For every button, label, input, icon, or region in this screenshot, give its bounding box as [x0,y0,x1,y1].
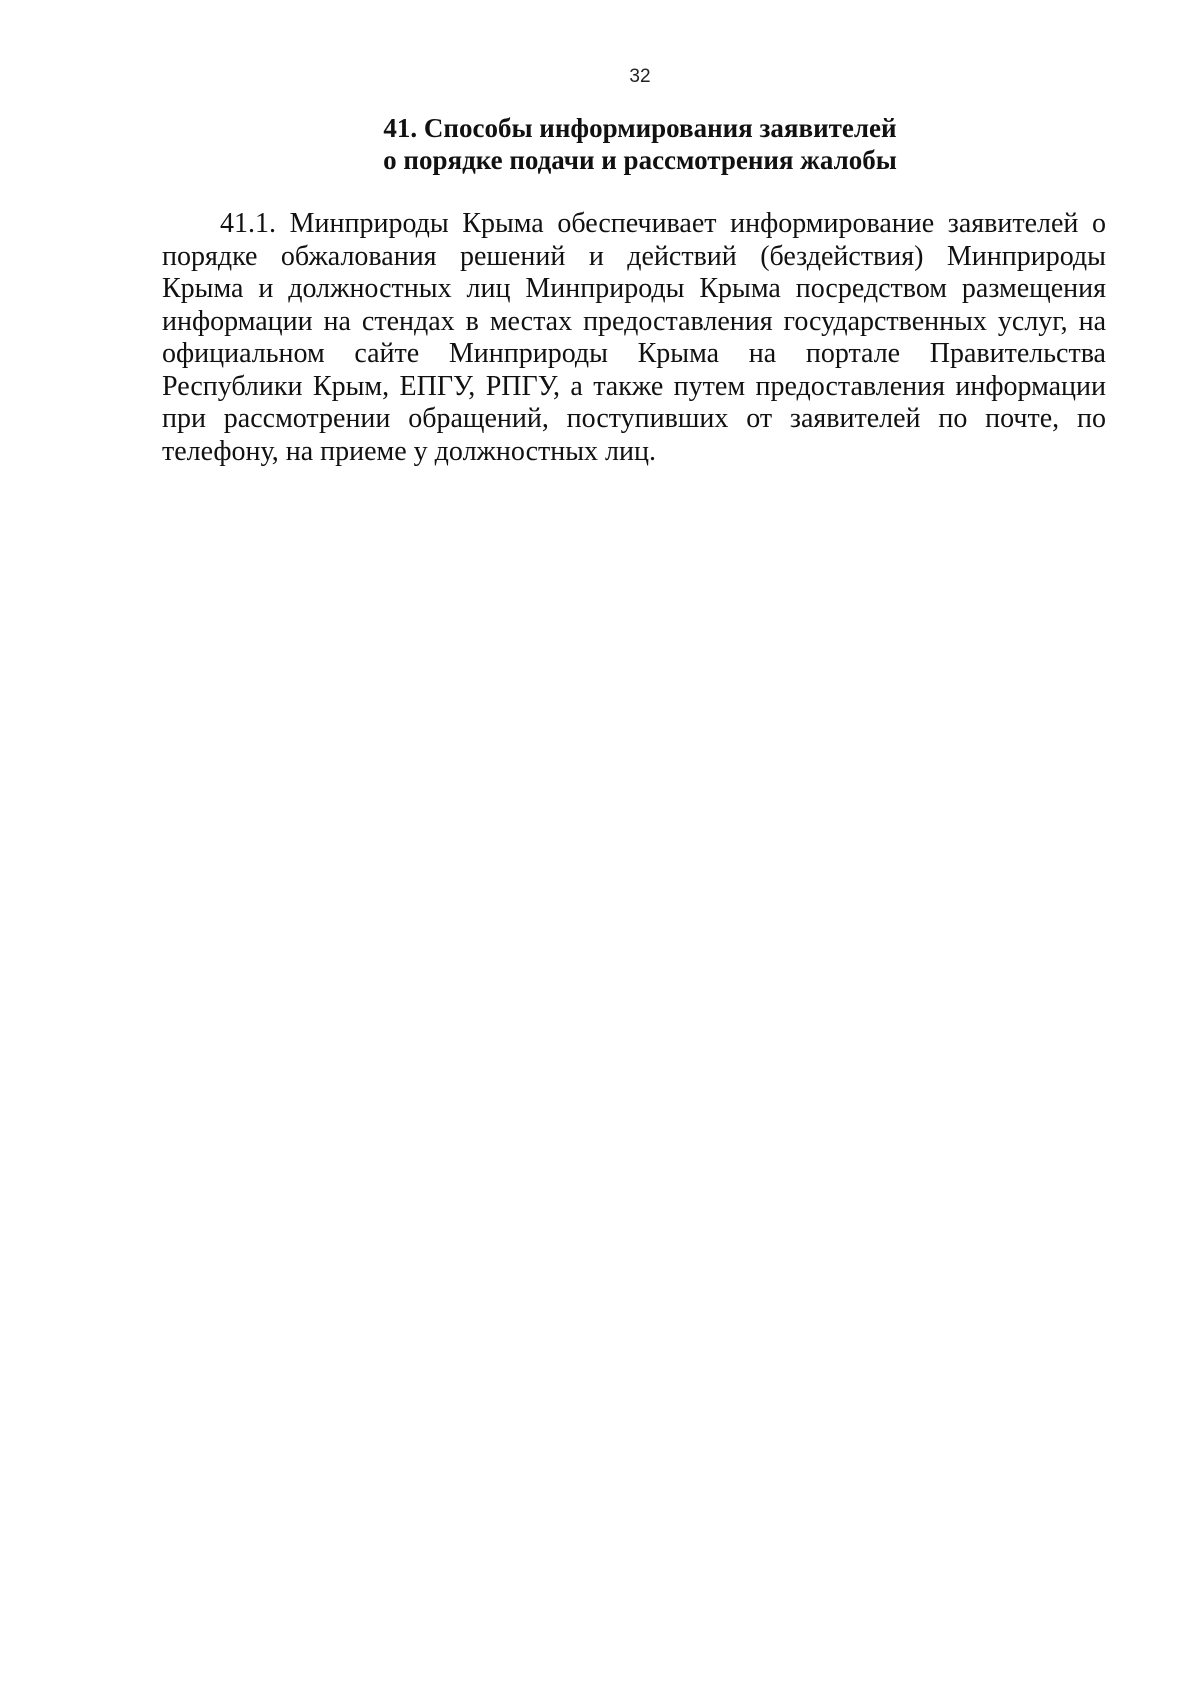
section-heading [300,112,980,176]
paragraph-line-6: Республики Крым, ЕПГУ, РПГУ, а также путем предоставления информации [162,370,1106,402]
paragraph-line-7: при рассмотрении обращений, поступивших от заявителей по почте, по [162,403,1106,434]
heading-line-1: 41. Способы информирования заявителей [383,113,897,143]
page-number: 32 [629,66,651,87]
paragraph-line-1: 41.1. Минприроды Крыма обеспечивает информирование заявителей о [220,208,1106,239]
heading-line-2: о порядке подачи и рассмотрения жалобы [383,145,897,175]
paragraph-41-1 [162,208,1106,468]
paragraph-line-4: информации на стендах в местах предоставления государственных услуг, на [162,305,1106,337]
paragraph-line-8: телефону, на приеме у должностных лиц. [162,435,656,467]
paragraph-line-3: Крыма и должностных лиц Минприроды Крыма посредством размещения [162,273,1106,304]
paragraph-line-2: порядке обжалования решений и действий (бездействия) Минприроды [162,240,1106,272]
paragraph-line-5: официальном сайте Минприроды Крыма на портале Правительства [162,338,1106,369]
